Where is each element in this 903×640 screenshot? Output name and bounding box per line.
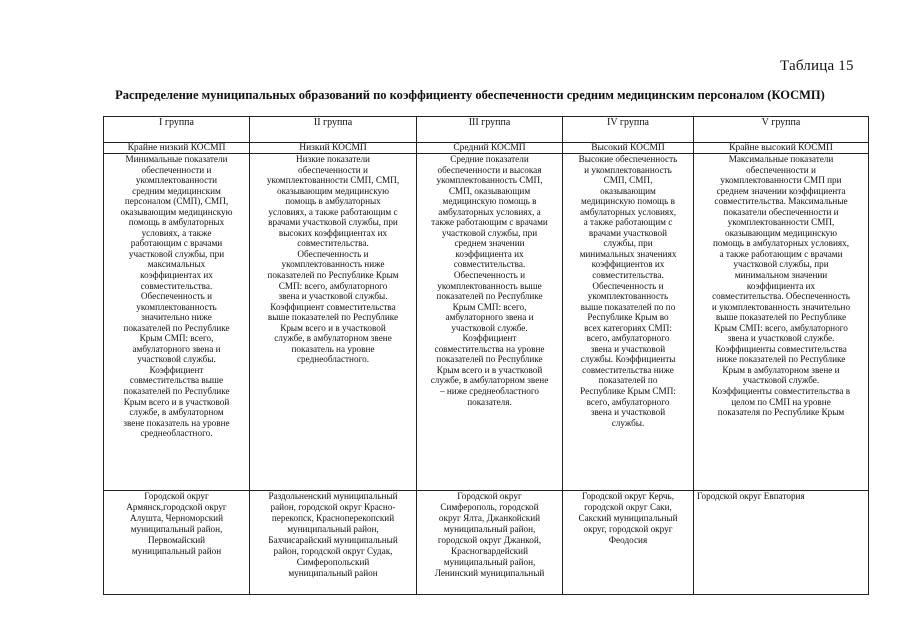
distribution-table <box>103 116 869 595</box>
municipalities-cell-4: Городской округ Керчь, городской округ Саки, Сакский муниципальный округ, городской округ Феодосия <box>578 491 678 545</box>
description-cell-5: Максимальные показатели обеспеченности и укомплектованности СМП при среднем значении коэффициента совместительства. Максимальные показатели обеспеченности и укомплектованности СМП, оказывающим медицинскую помощь в амбулаторных условиях, а также работающим с врачами участковой службы, при минимальном значении коэффициента их совместительства. Обеспеченность и укомплектованность значительно выше показателей по Республике Крым СМП: всего, амбулаторного звена и участковой службе. Коэффициенты совместительства ниже показателей по Республике Крым в амбулаторном звене и участковой службе. Коэффициенты совместительства в целом по СМП на уровне показателя по Республике Крым <box>711 154 851 418</box>
group-header-2: II группа <box>250 117 417 143</box>
group-header-1: I группа <box>104 117 250 143</box>
document-title: Распределение муниципальных образований по коэффициенту обеспеченности средним медицинским персоналом (КОСМП) <box>115 88 825 102</box>
municipalities-cell-1: Городской округ Армянск,городской округ Алушта, Черноморский муниципальный район, Первомайский муниципальный район <box>126 491 227 556</box>
group-header-5: V группа <box>694 117 869 143</box>
level-cell-3: Средний КОСМП <box>417 143 563 154</box>
group-header-row <box>104 117 869 143</box>
municipalities-cell-5: Городской округ Евпатория <box>697 491 805 501</box>
level-cell-4: Высокий КОСМП <box>563 143 694 154</box>
group-header-3: III группа <box>417 117 563 143</box>
description-cell-2: Низкие показатели обеспеченности и укомплектованности СМП, СМП, оказывающим медицинскую помощь в амбулаторных условиях, а также работающим с врачами участковой службы, при высоких коэффициентах их совместительства. Обеспеченность и укомплектованность ниже показателей по Республике Крым СМП: всего, амбулаторного звена и участковой службы. Коэффициент совместительства выше показателей по Республике Крым всего и в участковой службе, в амбулаторном звене показатель на уровне среднеобластного. <box>266 154 400 365</box>
level-cell-1: Крайне низкий КОСМП <box>104 143 250 154</box>
level-row <box>104 143 869 154</box>
level-cell-5: Крайне высокий КОСМП <box>694 143 869 154</box>
municipalities-row <box>104 491 869 595</box>
description-cell-1: Минимальные показатели обеспеченности и укомплектованности средним медицинским персоналом (СМП), СМП, оказывающим медицинскую помощь в амбулаторных условиях, а также работающим с врачами участковой службы, при максимальных коэффициентах их совместительства. Обеспеченность и укомплектованность значительно ниже показателей по Республике Крым СМП: всего, амбулаторного звена и участковой службы. Коэффициент совместительства выше показателей по Республике Крым всего и в участковой службе, в амбулаторном звене показатель на уровне среднеобластного. <box>120 154 233 439</box>
municipalities-cell-2: Раздольненский муниципальный район, городской округ Красно- перекопск, Красноперекопский муниципальный район, Бахчисарайский муниципальный район, городской округ Судак, Симферопольский муниципальный район <box>268 491 398 578</box>
description-cell-3: Средние показатели обеспеченности и высокая укомплектованность СМП, СМП, оказывающим медицинскую помощь в амбулаторных условиях, а также работающим с врачами участковой службы, при среднем значении коэффициента их совместительства. Обеспеченность и укомплектованность выше показателей по Республике Крым СМП: всего, амбулаторного звена и участковой службе. Коэффициент совместительства на уровне показателей по Республике Крым всего и в участковой службе, в амбулаторном звене – ниже среднеобластного показателя. <box>430 154 549 407</box>
description-row <box>104 154 869 491</box>
table-number-label: Таблица 15 <box>780 58 854 74</box>
group-header-4: IV группа <box>563 117 694 143</box>
level-cell-2: Низкий КОСМП <box>250 143 417 154</box>
description-cell-4: Высокие обеспеченность и укомплектованность СМП, СМП, оказывающим медицинскую помощь в амбулаторных условиях, а также работающим с врачами участковой службы, при минимальных значениях коэффициентов их совместительства. Обеспеченность и укомплектованность выше показателей по по Республике Крым во всех категориях СМП: всего, амбулаторного звена и участковой службы. Коэффициенты совместительства ниже показателей по Республике Крым СМП: всего, амбулаторного звена и участковой службы. <box>578 154 678 428</box>
municipalities-cell-3: Городской округ Симферополь, городской округ Ялта, Джанкойский муниципальный район, городской округ Джанкой, Красногвардейский муниципальный район, Ленинский муниципальный <box>434 491 545 578</box>
